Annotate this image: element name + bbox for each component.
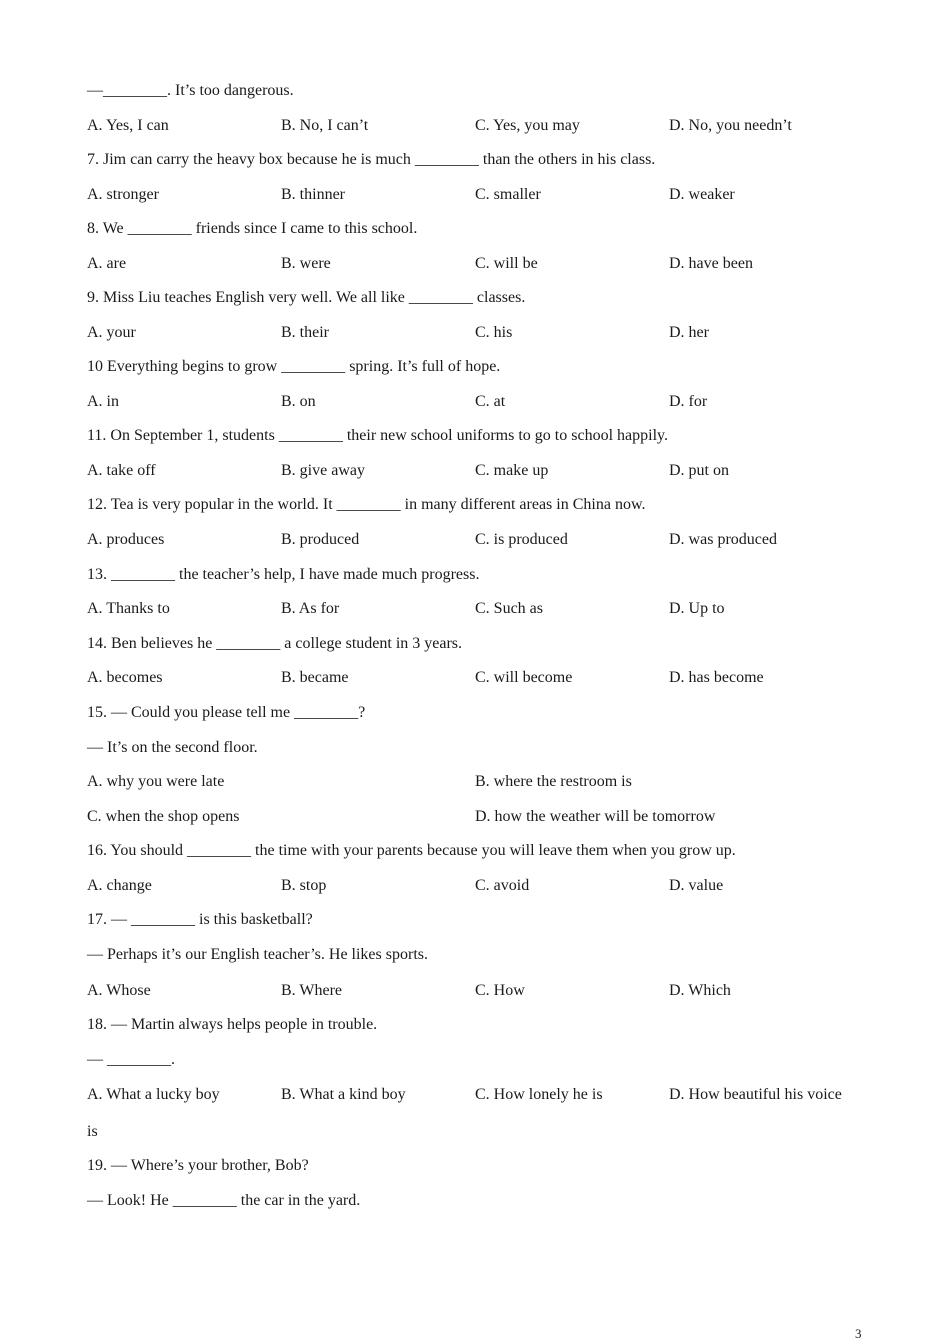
q10-stem: 10 Everything begins to grow ________ spring. It’s full of hope. [87, 358, 501, 375]
q14-option-c: C. will become [475, 669, 573, 686]
q16-stem: 16. You should ________ the time with your parents because you will leave them when you grow up. [87, 842, 736, 859]
q8-option-b: B. were [281, 255, 331, 272]
q16-option-a: A. change [87, 877, 152, 894]
q14-option-d: D. has become [669, 669, 764, 686]
q11-option-c: C. make up [475, 462, 549, 479]
q9-stem: 9. Miss Liu teaches English very well. We all like ________ classes. [87, 289, 526, 306]
q14-stem: 14. Ben believes he ________ a college student in 3 years. [87, 635, 463, 652]
q15-option-a: A. why you were late [87, 773, 225, 790]
q13-option-a: A. Thanks to [87, 600, 170, 617]
q15-stem: 15. — Could you please tell me ________? [87, 704, 366, 721]
q9-option-b: B. their [281, 324, 329, 341]
q13-option-c: C. Such as [475, 600, 543, 617]
q8-option-d: D. have been [669, 255, 753, 272]
q10-option-d: D. for [669, 393, 708, 410]
q17-option-b: B. Where [281, 982, 343, 999]
q16-option-d: D. value [669, 877, 724, 894]
q18-option-d-wrap: is [87, 1123, 98, 1140]
q16-option-c: C. avoid [475, 877, 530, 894]
q19-reply: — Look! He ________ the car in the yard. [87, 1192, 361, 1209]
q12-option-a: A. produces [87, 531, 165, 548]
q15-option-d: D. how the weather will be tomorrow [475, 808, 716, 825]
q7-stem: 7. Jim can carry the heavy box because he is much ________ than the others in his class. [87, 151, 656, 168]
q12-stem: 12. Tea is very popular in the world. It ________ in many different areas in China now. [87, 496, 646, 513]
q17-option-c: C. How [475, 982, 525, 999]
q6-line: —________. It’s too dangerous. [87, 82, 294, 99]
q18-option-a: A. What a lucky boy [87, 1086, 220, 1103]
q17-option-a: A. Whose [87, 982, 151, 999]
q6-option-b: B. No, I can’t [281, 117, 369, 134]
q7-option-b: B. thinner [281, 186, 345, 203]
q13-option-b: B. As for [281, 600, 340, 617]
q6-option-c: C. Yes, you may [475, 117, 580, 134]
q18-option-d: D. How beautiful his voice [669, 1086, 842, 1103]
q6-option-a: A. Yes, I can [87, 117, 169, 134]
q8-option-a: A. are [87, 255, 127, 272]
q10-option-b: B. on [281, 393, 316, 410]
q13-option-d: D. Up to [669, 600, 725, 617]
q15-option-c: C. when the shop opens [87, 808, 240, 825]
q17-option-d: D. Which [669, 982, 731, 999]
q14-option-a: A. becomes [87, 669, 163, 686]
q7-option-a: A. stronger [87, 186, 159, 203]
q18-stem: 18. — Martin always helps people in trouble. [87, 1016, 378, 1033]
q6-option-d: D. No, you needn’t [669, 117, 792, 134]
q12-option-d: D. was produced [669, 531, 777, 548]
q10-option-c: C. at [475, 393, 506, 410]
q11-stem: 11. On September 1, students ________ their new school uniforms to go to school happily. [87, 427, 668, 444]
q7-option-c: C. smaller [475, 186, 541, 203]
q12-option-c: C. is produced [475, 531, 568, 548]
q16-option-b: B. stop [281, 877, 327, 894]
q17-stem: 17. — ________ is this basketball? [87, 911, 313, 928]
q11-option-a: A. take off [87, 462, 156, 479]
q12-option-b: B. produced [281, 531, 360, 548]
q15-option-b: B. where the restroom is [475, 773, 632, 790]
q9-option-c: C. his [475, 324, 513, 341]
q15-reply: — It’s on the second floor. [87, 739, 258, 756]
q9-option-a: A. your [87, 324, 136, 341]
q18-option-c: C. How lonely he is [475, 1086, 603, 1103]
q13-stem: 13. ________ the teacher’s help, I have made much progress. [87, 566, 480, 583]
q17-reply: — Perhaps it’s our English teacher’s. He likes sports. [87, 946, 428, 963]
q7-option-d: D. weaker [669, 186, 735, 203]
q19-stem: 19. — Where’s your brother, Bob? [87, 1157, 309, 1174]
q10-option-a: A. in [87, 393, 119, 410]
q11-option-b: B. give away [281, 462, 365, 479]
q8-option-c: C. will be [475, 255, 538, 272]
page-number: 3 [855, 1326, 862, 1341]
q9-option-d: D. her [669, 324, 709, 341]
q18-reply: — ________. [87, 1051, 175, 1068]
q18-option-b: B. What a kind boy [281, 1086, 406, 1103]
q11-option-d: D. put on [669, 462, 729, 479]
q14-option-b: B. became [281, 669, 349, 686]
q8-stem: 8. We ________ friends since I came to this school. [87, 220, 418, 237]
